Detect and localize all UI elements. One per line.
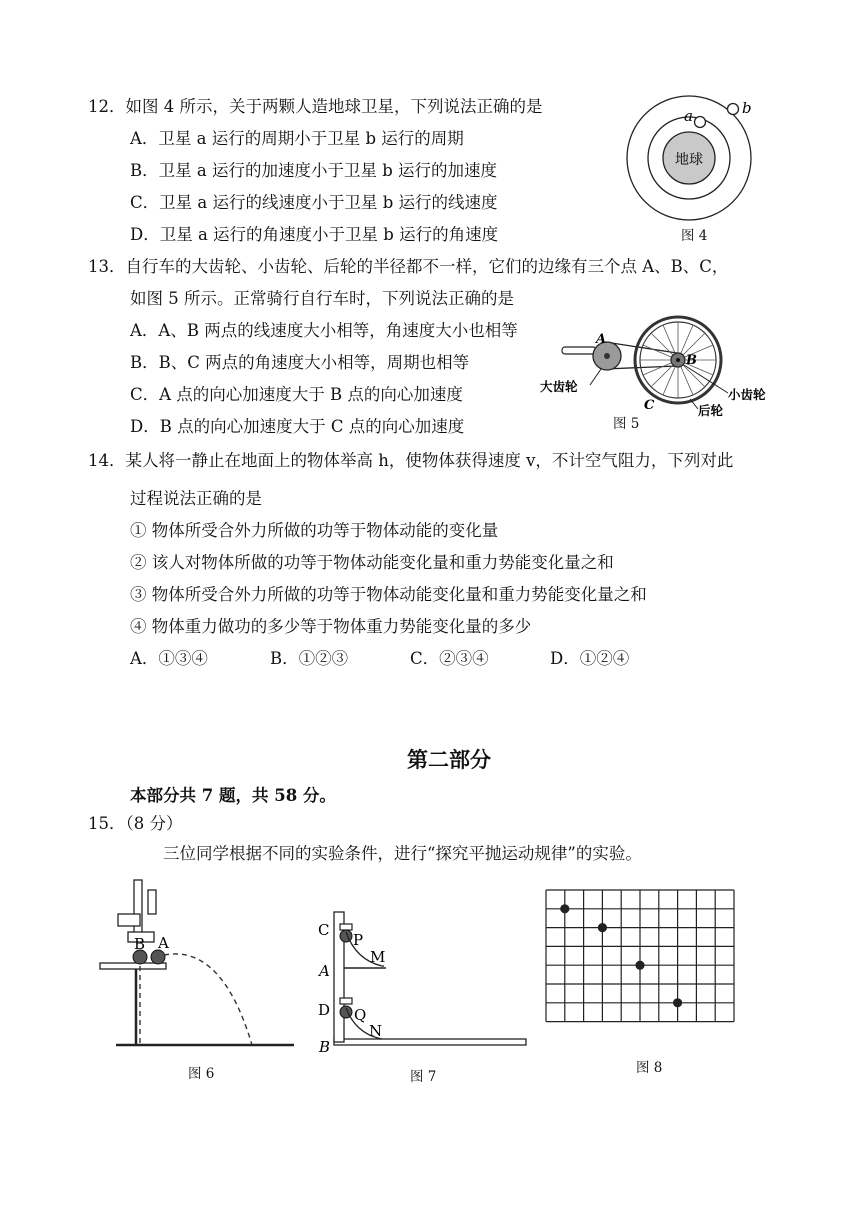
label-b: B [319,1038,331,1056]
pedal-crank [562,347,596,354]
figure-7-caption: 图 7 [410,1069,437,1085]
trajectory-point [560,904,569,913]
small-gear-label: 小齿轮 [728,387,766,402]
hammer-arm [148,890,156,914]
satellite-a [695,117,706,128]
big-gear-axle [604,353,610,359]
trajectory-point [598,923,607,932]
q15-number: 15．（8 分） [88,814,183,833]
lower-holder [340,998,352,1004]
figure-6-apparatus [112,878,302,1058]
satellite-b [728,104,739,115]
q12-option-a: A．卫星 a 运行的周期小于卫星 b 运行的周期 [130,129,464,148]
stand-post [134,880,142,940]
point-a-label: A [596,332,607,347]
label-b: b [742,99,752,117]
label-q: Q [354,1006,367,1024]
upper-holder [340,924,352,930]
base-board [334,1039,526,1045]
label-p: P [353,931,364,949]
figure-4-caption: 图 4 [681,228,708,244]
trajectory-point [635,961,644,970]
q12-option-b: B．卫星 a 运行的加速度小于卫星 b 运行的加速度 [130,161,498,180]
q12-option-c: C．卫星 a 运行的线速度小于卫星 b 运行的线速度 [130,193,498,212]
label-c: C [318,921,330,939]
q14-statement-2: ② 该人对物体所做的功等于物体动能变化量和重力势能变化量之和 [130,553,614,572]
q14-option-d: D．①②④ [550,649,630,668]
stand-clamp [118,914,140,926]
big-gear-leader [590,369,601,385]
ball-a [151,950,165,964]
q13-option-d: D．B 点的向心加速度大于 C 点的向心加速度 [130,417,465,436]
label-a: A [319,962,330,980]
q12-option-d: D．卫星 a 运行的角速度小于卫星 b 运行的角速度 [130,225,499,244]
q14-option-c: C．②③④ [410,649,489,668]
q14-stem-line2: 过程说法正确的是 [130,489,262,508]
rear-wheel-label: 后轮 [698,403,724,418]
label-d: D [318,1001,331,1019]
small-gear-axle [676,358,680,362]
earth-label: 地球 [675,152,703,168]
figure-4-satellite-orbits [620,95,770,245]
q13-option-b: B．B、C 两点的角速度大小相等，周期也相等 [130,353,470,372]
big-gear-label: 大齿轮 [540,379,578,394]
q14-statement-3: ③ 物体所受合外力所做的功等于物体动能变化量和重力势能变化量之和 [130,585,647,604]
q15-text: 三位同学根据不同的实验条件，进行“探究平抛运动规律”的实验。 [163,844,642,863]
figure-8-grid [545,889,735,1049]
figure-8-caption: 图 8 [636,1060,663,1076]
q13-option-c: C．A 点的向心加速度大于 B 点的向心加速度 [130,385,463,404]
q13-option-a: A．A、B 两点的线速度大小相等，角速度大小也相等 [130,321,518,340]
q14-stem-line1: 14．某人将一静止在地面上的物体举高 h，使物体获得速度 v，不计空气阻力，下列对此 [88,451,734,470]
part2-title: 第二部分 [407,747,491,772]
q13-stem-line1: 13．自行车的大齿轮、小齿轮、后轮的半径都不一样，它们的边缘有三个点 A、B、C， [88,257,729,276]
figure-6-caption: 图 6 [188,1066,215,1082]
figure-5-bicycle [540,305,780,420]
q14-option-b: B．①②③ [270,649,349,668]
part2-intro: 本部分共 7 题，共 58 分。 [130,786,336,805]
label-n: N [369,1022,383,1040]
label-a: A [158,934,169,952]
figure-5-caption: 图 5 [613,416,640,432]
label-a: a [684,107,693,125]
figure-7-apparatus [312,910,532,1060]
q14-statement-1: ① 物体所受合外力所做的功等于物体动能的变化量 [130,521,499,540]
point-b-label: B [686,353,697,368]
label-b: B [134,935,146,953]
label-m: M [370,948,386,966]
q12-stem: 12．如图 4 所示，关于两颗人造地球卫星，下列说法正确的是 [88,97,543,116]
q14-option-a: A．①③④ [130,649,208,668]
q14-statement-4: ④ 物体重力做功的多少等于物体重力势能变化量的多少 [130,617,532,636]
point-c-label: C [644,398,655,413]
projectile-path [164,954,252,1045]
trajectory-point [673,998,682,1007]
grid-lines [546,890,734,1022]
q13-stem-line2: 如图 5 所示。正常骑行自行车时，下列说法正确的是 [130,289,514,308]
